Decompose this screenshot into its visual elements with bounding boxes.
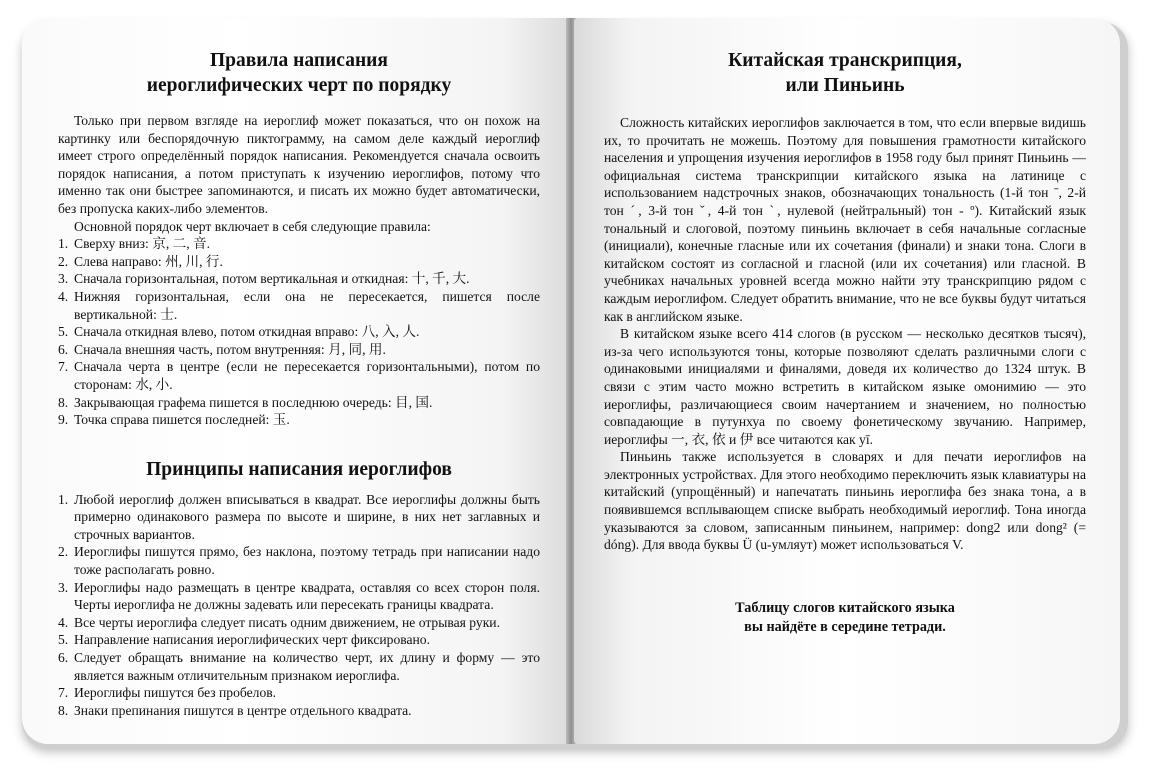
list-item	[58, 543, 540, 578]
right-page-content	[604, 48, 1086, 637]
list-item	[58, 235, 540, 253]
list-item	[58, 288, 540, 323]
list-item	[58, 649, 540, 684]
list-number: 6.	[58, 650, 69, 666]
list-text: Сначала внешняя часть, потом внутренняя: 月, 同, 用.	[74, 341, 386, 357]
principles-title: Принципы написания иероглифов	[146, 458, 452, 480]
list-item	[58, 358, 540, 393]
list-item	[58, 341, 540, 359]
syllable-table-note	[604, 599, 1086, 637]
list-text: Сначала черта в центре (если не пересекается горизонтальными), потом по сторонам: 水, 小.	[74, 359, 540, 392]
body-paragraph: Сложность китайских иероглифов заключается в том, что если впервые видишь их, то прочитать не можешь. Поэтому для повышения грамотности китайского населения и упрощения изучения иероглифов в 1958 году был принят Пиньинь — официальная система транскрипции китайского языка на латинице с использованием надстрочных знаков, обозначающих тональность (1-й тон ˉ, 2-й тон ˊ, 3-й тон ˇ, 4-й тон ˋ, нулевой (нейтральный) тон - º). Китайский язык тональный и слоговой, поэтому пиньинь включает в себя начальные согласные (инициали), конечные гласные или их сочетания (финали) и знаки тона. Слоги в китайском состоят из согласной и гласной (или их сочетания) или гласной. В учебниках начальных уровней всегда можно найти эту транскрипцию рядом с каждым иероглифом. Следует обратить внимание, что не все буквы будут читаться как в английском языке.	[604, 115, 1086, 324]
list-number: 2.	[58, 253, 69, 269]
list-text: Закрывающая графема пишется в последнюю очередь: 目, 国.	[74, 394, 433, 410]
title-line: Китайская транскрипция,	[728, 50, 962, 71]
stroke-rules-list	[58, 235, 540, 429]
stroke-order-title	[58, 48, 540, 98]
list-text: Следует обращать внимание на количество черт, их длину и форму — это является важным отличительным признаком иероглифа.	[74, 650, 540, 683]
list-number: 9.	[58, 412, 69, 428]
list-number: 8.	[58, 702, 69, 718]
intro-paragraph: Основной порядок черт включает в себя следующие правила:	[74, 218, 431, 234]
pinyin-title	[604, 48, 1086, 98]
list-item	[58, 394, 540, 412]
list-text: Все черты иероглифа следует писать одним движением, не отрывая руки.	[74, 614, 500, 630]
list-number: 1.	[58, 491, 69, 507]
list-number: 7.	[58, 685, 69, 701]
list-item	[58, 253, 540, 271]
list-item	[58, 270, 540, 288]
list-text: Иероглифы пишутся прямо, без наклона, поэтому тетрадь при написании надо тоже располагать ровно.	[74, 544, 540, 578]
list-text: Иероглифы пишутся без пробелов.	[74, 685, 277, 701]
left-page-content	[58, 48, 540, 719]
list-number: 5.	[58, 324, 69, 340]
right-page	[574, 18, 1120, 744]
list-number: 5.	[58, 632, 69, 648]
list-text: Сначала откидная влево, потом откидная вправо: 八, 入, 人.	[74, 324, 420, 340]
list-item	[58, 631, 540, 649]
list-number: 4.	[58, 614, 69, 630]
principles-list	[58, 491, 540, 720]
list-item	[58, 579, 540, 614]
list-item	[58, 702, 540, 720]
list-text: Направление написания иероглифических черт фиксировано.	[74, 632, 430, 648]
list-text: Любой иероглиф должен вписываться в квадрат. Все иероглифы должны быть примерно одинакового размера по высоте и ширине, в них нет заглавных и строчных вариантов.	[74, 491, 540, 542]
list-number: 6.	[58, 341, 69, 357]
list-item	[58, 491, 540, 544]
list-item	[58, 614, 540, 632]
list-text: Иероглифы надо размещать в центре квадрата, оставляя со всех сторон поля. Черты иероглифа не должны задевать или пересекать границы квадрата.	[74, 579, 540, 613]
list-number: 2.	[58, 544, 69, 560]
list-number: 8.	[58, 394, 69, 410]
list-item	[58, 411, 540, 429]
list-text: Точка справа пишется последней: 玉.	[74, 412, 290, 428]
body-paragraph: Пиньинь также используется в словарях и для печати иероглифов на электронных устройствах. Для этого необходимо переключить язык клавиатуры на китайский (упрощённый) и напечатать пиньинь иероглифа без знака тона, а в появившемся всплывающем списке выбрать необходимый иероглиф. Тона иногда указываются за словом, записанным пиньинем, например: dong2 или dong² (= dóng). Для ввода буквы Ü (u-умляут) может использоваться V.	[604, 449, 1086, 553]
note-line: Таблицу слогов китайского языка	[735, 599, 955, 616]
list-number: 4.	[58, 288, 69, 304]
list-number: 3.	[58, 271, 69, 287]
list-item	[58, 323, 540, 341]
list-text: Сначала горизонтальная, потом вертикальная и откидная: 十, 千, 大.	[74, 271, 470, 287]
list-number: 1.	[58, 236, 69, 252]
title-line: или Пиньинь	[785, 75, 905, 96]
list-number: 3.	[58, 579, 69, 595]
note-line: вы найдёте в середине тетради.	[744, 618, 946, 635]
list-text: Нижняя горизонтальная, если она не пересекается, пишется после вертикальной: 士.	[74, 288, 540, 322]
intro-paragraph: Только при первом взгляде на иероглиф может показаться, что он похож на картинку или беспорядочную пиктограмму, на самом деле каждый иероглиф имеет строго определённый порядок написания. Рекомендуется сначала освоить порядок написания, а потом приступать к изучению иероглифов, потому что именно так они быстрее запоминаются, и писать их можно будет автоматически, без пропуска каких-либо элементов.	[58, 113, 540, 216]
list-text: Сверху вниз: 京, 二, 音.	[74, 236, 210, 252]
body-paragraph: В китайском языке всего 414 слогов (в русском — несколько десятков тысяч), из-за чего используются тоны, которые позволяют сделать различными слоги с одинаковыми инициалями и финалями, доведя их количество до 1324 штук. В связи с этим часто можно встретить в китайском языке омонимию — это иероглифы, различающиеся своим начертанием и значением, но полностью совпадающие в путунхуа по своему фонетическому звучанию. Например, иероглифы 一, 衣, 依 и 伊 все читаются как yī.	[604, 326, 1086, 447]
title-line: Правила написания	[210, 50, 388, 71]
title-line: иероглифических черт по порядку	[146, 75, 452, 96]
list-text: Знаки препинания пишутся в центре отдельного квадрата.	[74, 702, 412, 718]
list-number: 7.	[58, 359, 69, 375]
list-text: Слева направо: 州, 川, 行.	[74, 253, 223, 269]
left-page	[22, 18, 568, 744]
list-item	[58, 684, 540, 702]
